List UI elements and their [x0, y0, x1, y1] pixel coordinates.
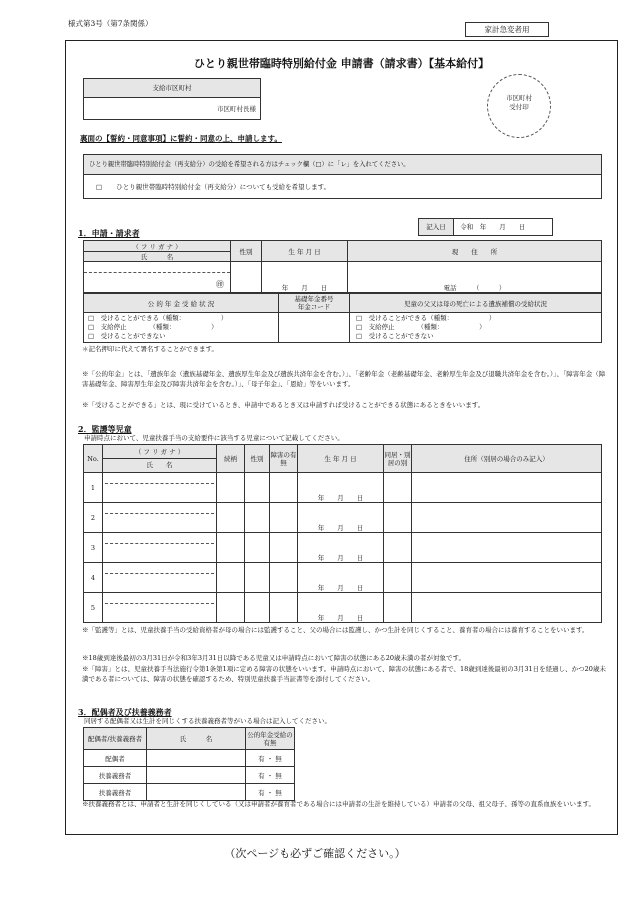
table-row — [84, 784, 295, 801]
dependent-type: 扶養義務者 — [84, 767, 147, 784]
child-name-cell[interactable] — [103, 503, 217, 533]
applicant-name-cell[interactable] — [84, 262, 231, 293]
child-cohabit-cell[interactable] — [384, 563, 412, 593]
child-name-cell[interactable] — [103, 593, 217, 623]
section1-title: 1．申請・請求者 — [78, 228, 140, 238]
child-rel-cell[interactable] — [217, 473, 245, 503]
note-custody: ※「監護等」とは、児童扶養手当の受給資格者が母の場合には監護すること、父の場合には監護し、かつ生計を同じくすること、養育者の場合には養育することをいいます。 — [82, 626, 589, 634]
note-age: ※18歳到達後最初の3月31日が令和3年3月31日以降である児童又は申請時点において障害の状態にある20歳未満の者が対象です。 — [82, 654, 465, 662]
child-rel-cell[interactable] — [217, 593, 245, 623]
dependent-type: 扶養義務者 — [84, 784, 147, 801]
row-number: 3 — [84, 533, 103, 563]
table-row — [84, 750, 295, 767]
children-cohabit-header: 同居・別居の別 — [384, 445, 412, 473]
children-address-header: 住所（別居の場合のみ記入） — [412, 445, 602, 473]
applicant-phone: 電話 （ ） — [443, 284, 506, 292]
addressee-box — [83, 78, 261, 120]
survivor-option-1[interactable]: □ 受けることができる（種類： ） — [356, 314, 496, 322]
mayor-label: 市区町村長様 — [217, 105, 256, 113]
dependent-name-cell[interactable] — [147, 767, 246, 784]
child-dob-cell[interactable] — [298, 503, 384, 533]
pension-code-header: 基礎年金番号 年金コード — [279, 294, 350, 313]
dependents-pension-header: 公的年金受給の有無 — [246, 728, 295, 750]
stamp-line2: 受付印 — [509, 103, 529, 111]
survivor-option-2[interactable]: □ 支給停止 （種類： ） — [356, 323, 486, 331]
row-number: 5 — [84, 593, 103, 623]
stamp-line1: 市区町村 — [506, 94, 532, 102]
applicant-dob-format: 年 月 日 — [281, 284, 328, 292]
pension-option-1[interactable]: □ 受けることができる（種類： ） — [88, 314, 228, 322]
applicant-name-header: 氏 名 — [84, 252, 231, 262]
child-disability-cell[interactable] — [270, 503, 298, 533]
child-name-cell[interactable] — [103, 533, 217, 563]
entry-date-value: 令和 年 月 日 — [460, 223, 526, 231]
dependents-type-header: 配偶者/扶養義務者 — [84, 728, 147, 750]
child-name-cell[interactable] — [103, 473, 217, 503]
pension-table — [83, 293, 602, 343]
child-address-cell[interactable] — [412, 473, 602, 503]
child-dob-cell[interactable] — [298, 563, 384, 593]
children-table — [83, 444, 602, 623]
applicant-address-header: 現 住 所 — [348, 241, 602, 262]
pension-option-2[interactable]: □ 支給停止 （種類： ） — [88, 323, 218, 331]
seal-mark: ㊞ — [216, 280, 224, 289]
reapply-option: ひとり親世帯臨時特別給付金（再支給分）についても受給を希望します。 — [116, 183, 331, 191]
child-disability-cell[interactable] — [270, 533, 298, 563]
table-row — [84, 563, 602, 593]
entry-date-box — [418, 218, 553, 236]
intro-text: 裏面の【誓約・同意事項】に誓約・同意の上、申請します。 — [80, 134, 282, 143]
city-label: 支給市区町村 — [84, 79, 260, 98]
dependent-type: 配偶者 — [84, 750, 147, 767]
row-number: 4 — [84, 563, 103, 593]
footer-note: （次ページも必ずご確認ください。） — [224, 847, 406, 860]
reapply-checkbox[interactable]: □ — [96, 183, 103, 191]
child-cohabit-cell[interactable] — [384, 533, 412, 563]
child-rel-cell[interactable] — [217, 533, 245, 563]
tag-badge: 家計急変者用 — [465, 22, 549, 37]
table-row — [84, 593, 602, 623]
child-cohabit-cell[interactable] — [384, 593, 412, 623]
applicant-gender-header: 性別 — [231, 241, 262, 262]
reception-stamp — [487, 74, 551, 138]
applicant-dob-cell[interactable] — [262, 262, 348, 293]
note-pension: ※「公的年金」とは、「遺族年金（遺族基礎年金、遺族厚生年金及び遺族共済年金を含む。）」、「老齢年金（老齢基礎年金、老齢厚生年金及び退職共済年金を含む。）」、「障害年金（障害基礎年金、障害厚生年金及び障害共済年金を含む。）」、「母子年金」、「恩給」等をいいます。 — [82, 370, 606, 388]
dependents-table — [83, 727, 295, 801]
child-gender-cell[interactable] — [245, 473, 270, 503]
survivor-header: 児童の父又は母の死亡による遺族補償の受給状況 — [350, 294, 602, 313]
child-gender-cell[interactable] — [245, 593, 270, 623]
dependent-pension[interactable]: 有 ・ 無 — [246, 750, 295, 767]
dependents-name-header: 氏 名 — [147, 728, 246, 750]
children-furigana-header: （ フ リ ガ ナ ） — [134, 448, 185, 456]
children-rel-header: 続柄 — [217, 445, 245, 473]
pension-code-cell[interactable] — [279, 313, 350, 343]
table-row — [84, 767, 295, 784]
applicant-furigana-header: （ フ リ ガ ナ ） — [84, 241, 231, 252]
child-dob-format: 年 月 日 — [317, 494, 364, 502]
child-dob-format: 年 月 日 — [317, 524, 364, 532]
child-rel-cell[interactable] — [217, 503, 245, 533]
child-disability-cell[interactable] — [270, 563, 298, 593]
applicant-dob-header: 生 年 月 日 — [262, 241, 348, 262]
child-dob-format: 年 月 日 — [317, 554, 364, 562]
children-disability-header: 障害の有無 — [270, 445, 298, 473]
row-number: 1 — [84, 473, 103, 503]
children-no-header: No. — [84, 445, 103, 473]
children-dob-header: 生 年 月 日 — [298, 445, 384, 473]
children-gender-header: 性別 — [245, 445, 270, 473]
child-name-cell[interactable] — [103, 563, 217, 593]
child-rel-cell[interactable] — [217, 563, 245, 593]
pension-header: 公 的 年 金 受 給 状 況 — [84, 294, 279, 313]
child-gender-cell[interactable] — [245, 533, 270, 563]
dependent-pension[interactable]: 有 ・ 無 — [246, 784, 295, 801]
child-cohabit-cell[interactable] — [384, 503, 412, 533]
child-dob-format: 年 月 日 — [317, 584, 364, 592]
reapply-header: ひとり親世帯臨時特別給付金（再支給分）の受給を希望される方はチェック欄（□）に「レ」を入れてください。 — [84, 155, 601, 175]
child-dob-cell[interactable] — [298, 533, 384, 563]
survivor-option-3[interactable]: □ 受けることができない — [356, 332, 434, 340]
table-row — [84, 503, 602, 533]
child-dob-cell[interactable] — [298, 473, 384, 503]
child-gender-cell[interactable] — [245, 503, 270, 533]
applicant-table — [83, 240, 602, 293]
note-seal: ＊記名押印に代えて署名することができます。 — [82, 345, 218, 353]
table-row — [84, 473, 602, 503]
dependent-pension[interactable]: 有 ・ 無 — [246, 767, 295, 784]
child-address-cell[interactable] — [412, 593, 602, 623]
child-disability-cell[interactable] — [270, 593, 298, 623]
note-disability: ※「障害」とは、児童扶養手当法施行令第1条第1項に定める障害の状態をいいます。申請時点において、障害の状態にある者で、18歳到達後最初の3月31日を経過し、かつ20歳未満である者については、障害の状態を確認するため、特別児童扶養手当証書等を添付してください。 — [82, 665, 606, 683]
section2-lead: 申請時点において、児童扶養手当の支給要件に該当する児童について記載してください。 — [84, 434, 344, 442]
entry-date-label: 記入日 — [419, 219, 454, 235]
child-dob-format: 年 月 日 — [317, 614, 364, 622]
table-row — [84, 533, 602, 563]
note-can-receive: ※「受けることができる」とは、現に受けているとき、申請中であるとき又は申請すれば受けることができる状態にあるときをいいます。 — [82, 401, 485, 409]
section3-lead: 同居する配偶者又は生計を同じくする扶養義務者等がいる場合は記入してください。 — [84, 717, 331, 725]
child-disability-cell[interactable] — [270, 473, 298, 503]
applicant-address-cell[interactable] — [348, 262, 602, 293]
form-title: ひとり親世帯臨時特別給付金 申請書（請求書）【基本給付】 — [193, 57, 490, 70]
reapply-box — [83, 154, 602, 199]
note-dependents: ※扶養義務者とは、申請者と生計を同じくしている（又は申請者が養育者である場合には申請者の生計を維持している）申請者の父母、祖父母子、孫等の直系血族をいいます。 — [82, 800, 595, 808]
form-number: 様式第3号（第7条関係） — [68, 19, 153, 28]
child-cohabit-cell[interactable] — [384, 473, 412, 503]
child-address-cell[interactable] — [412, 503, 602, 533]
dependent-name-cell[interactable] — [147, 750, 246, 767]
section2-title: 2．監護等児童 — [78, 424, 132, 434]
section3-title: 3．配偶者及び扶養義務者 — [78, 707, 172, 717]
children-name-header: 氏 名 — [103, 458, 216, 471]
child-address-cell[interactable] — [412, 533, 602, 563]
pension-option-3[interactable]: □ 受けることができない — [88, 332, 166, 340]
applicant-gender-cell[interactable] — [231, 262, 262, 293]
dependent-name-cell[interactable] — [147, 784, 246, 801]
child-address-cell[interactable] — [412, 563, 602, 593]
child-dob-cell[interactable] — [298, 593, 384, 623]
row-number: 2 — [84, 503, 103, 533]
child-gender-cell[interactable] — [245, 563, 270, 593]
